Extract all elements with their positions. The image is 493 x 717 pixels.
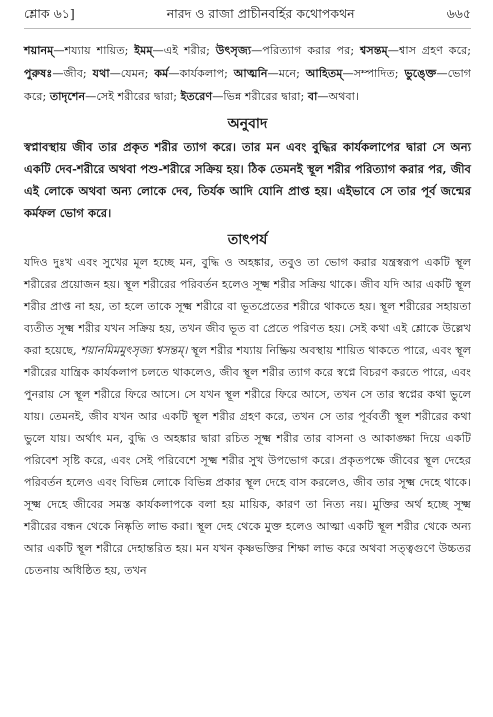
synonym-term: যথা — [92, 66, 110, 80]
synonym-term: আহিতম্ — [305, 66, 343, 80]
synonym-meaning: —পরিত্যাগ করার পর; — [251, 44, 361, 57]
purport-part-2: স্থূল শরীর শয্যায় নিষ্ক্রিয় অবস্থায় শায়িত থাকতে পারে, এবং স্থূল শরীরের যান্ত্রিক কার্যকলাপ চলতে থাকলেও, জীব স্থূল শরীর ত্যাগ করে স্বপ্নে বিচরণ করতে পারে, এবং পুনরায় সে স্থূল শরীরে ফিরে আসে। সে যখন স্থূল শরীরে ফিরে আসে, তখন সে তার স্বপ্নের কথা ভুলে যায়। তেমনই, জীব যখন আর একটি স্থূল শরীর গ্রহণ করে, তখন সে তার পূর্ববর্তী স্থূল শরীরের কথা ভুলে যায়। অর্থাৎ মন, বুদ্ধি ও অহঙ্কার দ্বারা রচিত সূক্ষ্ম শরীর তার বাসনা ও আকাঙ্ক্ষা দিয়ে একটি পরিবেশ সৃষ্টি করে, এবং সেই পরিবেশে সূক্ষ্ম শরীর সুখ উপভোগ করে। প্রকৃতপক্ষে জীবের স্থূল দেহের পরিবর্তন হলেও এবং বিভিন্ন লোকে বিভিন্ন প্রকার স্থূল দেহে বাস করলেও, জীব তার সূক্ষ্ম দেহে থাকে। সূক্ষ্ম দেহে জীবের সমস্ত কার্যকলাপকে বলা হয় মায়িক, কারণ তা নিত্য নয়। মুক্তির অর্থ হচ্ছে সূক্ষ্ম শরীরের বন্ধন থেকে নিষ্কৃতি লাভ করা। স্থূল দেহ থেকে মুক্ত হলেও আত্মা একটি স্থূল শরীর থেকে অন্য আর একটি স্থূল শরীরে দেহান্তরিত হয়। মন যখন কৃষ্ণভক্তির শিক্ষা লাভ করে অথবা সত্ত্বগুণে উচ্চতর চেতনায় অধিষ্ঠিত হয়, তখন — [24, 344, 471, 577]
synonym-term: উৎসৃজ্য — [215, 43, 252, 57]
synonym-term: শ্বসন্তম্ — [360, 43, 388, 57]
synonym-term: শয়ানম্ — [24, 43, 54, 57]
synonym-meaning: —জীব; — [52, 67, 93, 80]
page-header — [24, 6, 471, 29]
verse-reference: শ্লোক ৬১] — [24, 6, 75, 21]
synonym-meaning: —সেই শরীরের দ্বারা; — [85, 90, 181, 103]
synonym-meaning: —কার্যকলাপ; — [168, 67, 234, 80]
synonym-meaning: —মনে; — [267, 67, 306, 80]
synonym-meaning: —ভিন্ন শরীরের দ্বারা; — [212, 90, 308, 103]
chapter-title: নারদ ও রাজা প্রাচীনবর্হির কথোপকথন — [166, 6, 355, 21]
synonym-meaning: —ভোগ করে; — [24, 67, 472, 103]
synonym-meaning: —সম্পাদিত; — [342, 67, 405, 80]
page-number: ৬৬৫ — [446, 6, 471, 21]
synonym-term: পুরুষঃ — [24, 66, 53, 80]
translation-heading: অনুবাদ — [227, 116, 268, 132]
synonym-term: বা — [307, 89, 318, 103]
synonym-meaning: —অথবা। — [317, 90, 359, 103]
purport-text — [24, 252, 471, 582]
synonym-term: তাদৃশেন — [49, 89, 86, 103]
synonym-meaning: —শয্যায় শায়িত; — [53, 44, 135, 57]
word-for-word-synonyms — [24, 39, 471, 108]
purport-part-1: যদিও দুঃখ এবং সুখের মূল হচ্ছে মন, বুদ্ধি ও অহঙ্কার, তবুও তা ভোগ করার যন্ত্রস্বরূপ একটি স্থূল শরীরের প্রয়োজন হয়। স্থূল শরীরের পরিবর্তন হলেও সূক্ষ্ম শরীর সক্রিয় থাকে। জীব যদি আর একটি স্থূল শরীর প্রাপ্ত না হয়, তা হলে তাকে সূক্ষ্ম শরীরে বা ভূতপ্রেতের শরীরে থাকতে হয়। স্থূল শরীরের সহায়তা ব্যতীত সূক্ষ্ম শরীর যখন সক্রিয় হয়, তখন জীব ভূত বা প্রেতে পরিণত হয়। সেই কথা এই শ্লোকে উল্লেখ করা হয়েছে, — [24, 256, 471, 357]
synonym-meaning: —এই শরীর; — [152, 44, 216, 57]
synonym-meaning: —যেমন; — [109, 67, 155, 80]
purport-quote: শয়ানমিমমুৎসৃজ্য শ্বসন্তম্। — [80, 344, 188, 357]
synonym-term: কর্ম — [154, 66, 169, 80]
synonym-term: ভুঙ্ক্তে — [404, 66, 437, 80]
translation-text: স্বপ্নাবস্থায় জীব তার প্রকৃত শরীর ত্যাগ করে। তার মন এবং বুদ্ধির কার্যকলাপের দ্বারা সে অন্য একটি দেব-শরীরে অথবা পশু-শরীরে সক্রিয় হয়। ঠিক তেমনই স্থূল শরীর পরিত্যাগ করার পর, জীব এই লোকে অথবা অন্য লোকে দেব, তির্যক আদি যোনি প্রাপ্ত হয়। এইভাবে সে তার পূর্ব জন্মের কর্মফল ভোগ করে। — [24, 140, 471, 220]
synonym-term: ইমম্ — [134, 43, 153, 57]
synonym-term: ইতরেণ — [180, 89, 213, 103]
synonym-meaning: —শ্বাস গ্রহণ করে; — [387, 44, 472, 57]
synonym-term: আত্মনি — [233, 66, 268, 80]
purport-heading: তাৎপর্য — [227, 232, 268, 248]
